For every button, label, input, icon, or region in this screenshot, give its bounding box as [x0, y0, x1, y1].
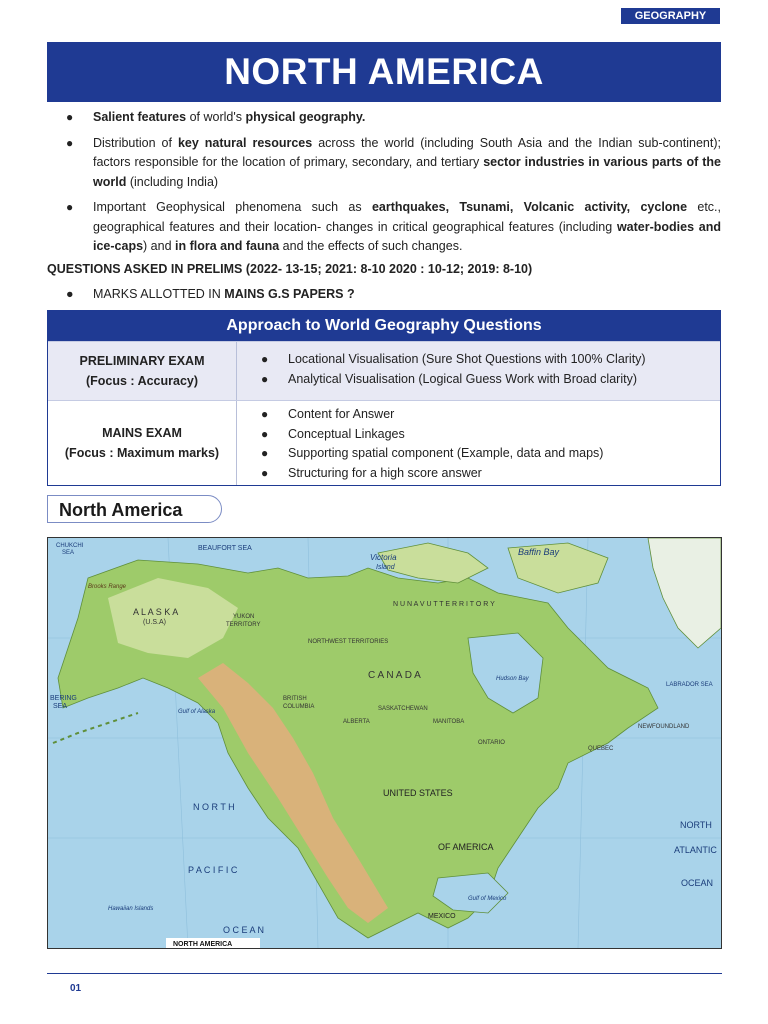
list-item [261, 425, 720, 445]
exam-name: MAINS EXAM [102, 426, 182, 440]
map-label: N O R T H [193, 802, 235, 812]
exam-cell [48, 342, 237, 400]
syllabus-item [66, 108, 721, 128]
bullet-icon: ● [261, 465, 269, 480]
bullet-icon: ● [66, 200, 74, 214]
text: Locational Visualisation (Sure Shot Questions with 100% Clarity) [288, 352, 646, 366]
map-label: ONTARIO [478, 740, 505, 746]
map-label: Gulf of Mexico [468, 896, 507, 902]
text: Supporting spatial component (Example, data and maps) [288, 446, 604, 460]
exam-cell [48, 401, 237, 485]
bullet-icon: ● [66, 287, 74, 301]
physical-map [47, 537, 722, 949]
map-label: NEWFOUNDLAND [638, 724, 690, 730]
list-item [261, 444, 720, 464]
map-label: YUKON [233, 614, 255, 620]
text: etc., geographical features and their location- changes in critical geographical features (including [93, 200, 721, 234]
text: of world's [186, 110, 246, 124]
map-label: A L A S K A [133, 607, 179, 617]
text: across the world (including South Asia and the Indian sub-continent); factors responsible for the location of primary, secondary, and tertiary [93, 135, 721, 169]
map-label: N U N A V U T T E R R I T O R Y [393, 601, 495, 608]
map-label: Victoria [370, 553, 397, 562]
map-label: COLUMBIA [283, 704, 315, 710]
map-label: Baffin Bay [518, 547, 560, 557]
bold-text: MAINS G.S PAPERS ? [224, 287, 355, 301]
table-row [48, 400, 720, 485]
map-label: P A C I F I C [188, 865, 238, 875]
page-number: 01 [70, 983, 82, 994]
map-label: Hudson Bay [496, 676, 529, 682]
section-heading: North America [47, 495, 222, 523]
map-label: SEA [53, 703, 68, 710]
text: Conceptual Linkages [288, 426, 405, 441]
map-label: OCEAN [681, 878, 714, 888]
map-label: ATLANTIC [674, 845, 717, 855]
approach-table [47, 310, 721, 486]
map-label: BERING [50, 695, 77, 702]
text: Content for Answer [288, 407, 395, 421]
map-label: QUEBEC [588, 746, 614, 752]
map-label: MANITOBA [433, 719, 465, 725]
marks-line [66, 287, 355, 301]
map-label: BRITISH [283, 696, 307, 702]
bold-text: water-bodies and ice-caps [93, 219, 721, 253]
bullet-icon: ● [66, 110, 74, 124]
list-item [261, 370, 720, 390]
text: (including India) [126, 174, 219, 189]
exam-focus: (Focus : Accuracy) [85, 374, 199, 388]
map-label: CHUKCHI [56, 543, 84, 549]
list-item [261, 464, 720, 484]
map-label: O C E A N [223, 925, 265, 935]
bullet-icon: ● [261, 352, 269, 366]
map-label: NORTHWEST TERRITORIES [308, 639, 389, 645]
map-caption: NORTH AMERICA [173, 941, 233, 948]
bold-text: physical geography. [245, 110, 366, 124]
bold-text: earthquakes, Tsunami, Volcanic activity, cyclone [371, 200, 688, 214]
bullet-icon: ● [261, 407, 269, 421]
list-item [261, 405, 720, 425]
syllabus-item [66, 198, 721, 257]
bullet-icon: ● [261, 426, 269, 441]
bold-text: key natural resources [177, 135, 313, 150]
text: Important Geophysical phenomena such as [93, 200, 372, 214]
map-label: TERRITORY [226, 622, 261, 628]
table-row [48, 341, 720, 400]
bold-text: sector industries in various parts of the world [93, 155, 721, 189]
map-label: LABRADOR SEA [666, 682, 713, 688]
page-title: NORTH AMERICA [47, 42, 721, 102]
bold-text: Salient features [93, 110, 187, 124]
map-label: ALBERTA [343, 719, 370, 725]
text: ) and [143, 239, 175, 253]
map-label: UNITED STATES [383, 788, 453, 798]
bullet-icon: ● [261, 446, 269, 460]
footer-rule [47, 973, 722, 974]
map-label: Brooks Range [88, 584, 127, 590]
syllabus-list [66, 108, 721, 263]
exam-focus: (Focus : Maximum marks) [64, 446, 220, 460]
map-label: BEAUFORT SEA [198, 545, 252, 552]
map-label: (U.S.A) [143, 619, 166, 626]
text: and the effects of such changes. [279, 239, 463, 253]
map-label: C A N A D A [368, 670, 421, 681]
text: Distribution of [93, 135, 178, 150]
exam-name: PRELIMINARY EXAM [79, 354, 205, 368]
list-item [261, 350, 720, 370]
text: MARKS ALLOTTED IN [93, 287, 225, 301]
text: Structuring for a high score answer [288, 465, 482, 480]
map-label: NORTH [680, 820, 712, 830]
bullet-icon: ● [66, 135, 74, 150]
points-cell [237, 401, 720, 485]
points-cell [237, 342, 720, 400]
prelims-questions-line: QUESTIONS ASKED IN PRELIMS (2022- 13-15; 2021: 8-10 2020 : 10-12; 2019: 8-10) [47, 262, 533, 276]
map-label: SASKATCHEWAN [378, 706, 428, 712]
map-label: Gulf of Alaska [178, 709, 216, 715]
approach-table-title: Approach to World Geography Questions [48, 311, 720, 341]
map-label: OF AMERICA [438, 842, 494, 852]
bullet-icon: ● [261, 371, 269, 386]
subject-tab: GEOGRAPHY [621, 8, 720, 24]
map-label: Hawaiian Islands [108, 906, 154, 912]
map-label: SEA [62, 550, 75, 556]
syllabus-item [66, 134, 721, 193]
map-label: Island [376, 564, 395, 571]
bold-text: in flora and fauna [175, 239, 280, 253]
map-label: MEXICO [428, 913, 456, 920]
text: Analytical Visualisation (Logical Guess Work with Broad clarity) [288, 371, 637, 386]
